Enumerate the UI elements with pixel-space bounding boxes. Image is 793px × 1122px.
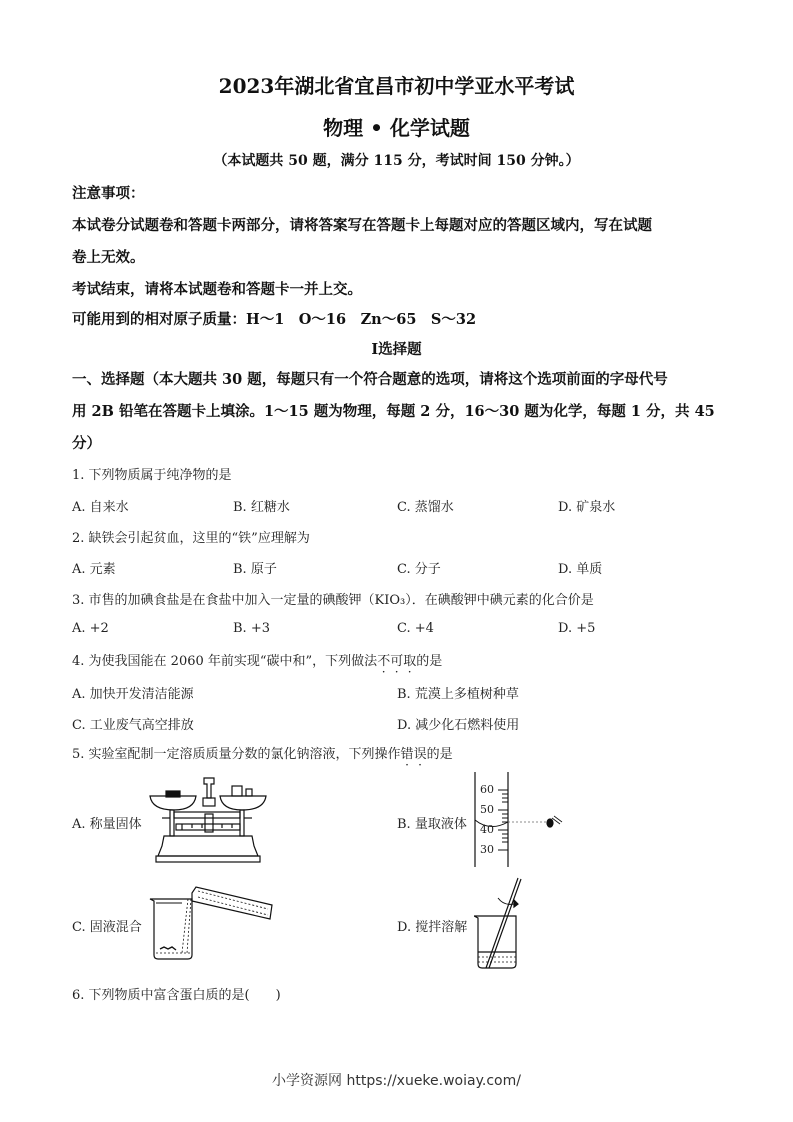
cylinder-tick-50: 50 (480, 803, 494, 816)
q3-option-b: B. +3 (233, 621, 270, 636)
q2-option-b: B. 原子 (233, 562, 277, 577)
exam-info: （本试题共 50 题，满分 115 分，考试时间 150 分钟。） (213, 153, 580, 169)
q4-emphasis-char: 不 (377, 654, 391, 669)
question-6-stem: 6. 下列物质中富含蛋白质的是( ) (72, 988, 281, 1003)
q1-option-b: B. 红糖水 (233, 500, 290, 515)
notice-heading: 注意事项： (72, 185, 145, 202)
q1-option-a: A. 自来水 (72, 500, 129, 515)
q3-option-a: A. +2 (72, 621, 109, 636)
q1-option-c: C. 蒸馏水 (397, 500, 454, 515)
notice-line-3: 考试结束，请将本试题卷和答题卡一并上交。 (72, 281, 362, 298)
notice-line-1: 本试卷分试题卷和答题卡两部分，请将答案写在答题卡上每题对应的答题区域内，写在试题 (72, 217, 652, 234)
q5-option-d: D. 搅拌溶解 (397, 920, 468, 935)
exam-title: 2023年湖北省宜昌市初中学亚水平考试 (218, 74, 575, 98)
q2-option-d: D. 单质 (558, 562, 603, 577)
pouring-beaker-figure (148, 883, 288, 963)
q4-option-d: D. 减少化石燃料使用 (397, 718, 520, 733)
q4-option-c: C. 工业废气高空排放 (72, 718, 194, 733)
cylinder-tick-30: 30 (480, 843, 494, 856)
section-title: Ⅰ选择题 (371, 341, 422, 358)
q5-option-a: A. 称量固体 (72, 817, 142, 832)
q5-stem-text: 5. 实验室配制一定溶质质量分数的氯化钠溶液，下列操作 (72, 747, 401, 762)
q3-option-c: C. +4 (397, 621, 434, 636)
cylinder-tick-60: 60 (480, 783, 494, 796)
question-4-stem (72, 650, 442, 669)
q5-emphasis-char: 误 (413, 747, 427, 762)
question-5-stem (72, 743, 453, 762)
question-3-stem: 3. 市售的加碘食盐是在食盐中加入一定量的碘酸钾（KIO₃）．在碘酸钾中碘元素的化合价是 (72, 593, 594, 608)
balance-scale-figure (148, 776, 268, 864)
question-2-stem: 2. 缺铁会引起贫血，这里的“铁”应理解为 (72, 531, 310, 546)
exam-subtitle: 物理 • 化学试题 (323, 116, 470, 140)
q4-option-a: A. 加快开发清洁能源 (72, 687, 194, 702)
q4-stem-end: 的是 (416, 654, 443, 669)
footer-watermark[interactable]: 小学资源网 https://xueke.woiay.com/ (272, 1073, 521, 1089)
q5-emphasis-char: 错 (400, 747, 414, 762)
q2-option-c: C. 分子 (397, 562, 441, 577)
section-instructions-2: 用 2B 铅笔在答题卡上填涂。1～15 题为物理，每题 2 分，16～30 题为化学，每题 1 分，共 45 (72, 403, 715, 420)
q4-stem-text: 4. 为使我国能在 2060 年前实现“碳中和”，下列做法 (72, 654, 378, 669)
q4-emphasis-char: 可 (390, 654, 404, 669)
q1-option-d: D. 矿泉水 (558, 500, 616, 515)
q3-option-d: D. +5 (558, 621, 596, 636)
atomic-mass-line: 可能用到的相对原子质量：H～1 O～16 Zn～65 S～32 (72, 311, 477, 328)
cylinder-tick-40: 40 (480, 823, 494, 836)
section-instructions-1: 一、选择题（本大题共 30 题，每题只有一个符合题意的选项，请将这个选项前面的字母代号 (72, 371, 668, 388)
q2-option-a: A. 元素 (72, 562, 116, 577)
section-instructions-3: 分） (72, 435, 101, 452)
q5-option-b: B. 量取液体 (397, 817, 467, 832)
q4-emphasis-char: 取 (403, 654, 417, 669)
stirring-beaker-figure (474, 876, 534, 970)
q4-option-b: B. 荒漠上多植树种草 (397, 687, 519, 702)
q5-option-c: C. 固液混合 (72, 920, 142, 935)
q5-stem-end: 的是 (426, 747, 453, 762)
question-1-stem: 1. 下列物质属于纯净物的是 (72, 468, 232, 483)
notice-line-2: 卷上无效。 (72, 249, 145, 266)
